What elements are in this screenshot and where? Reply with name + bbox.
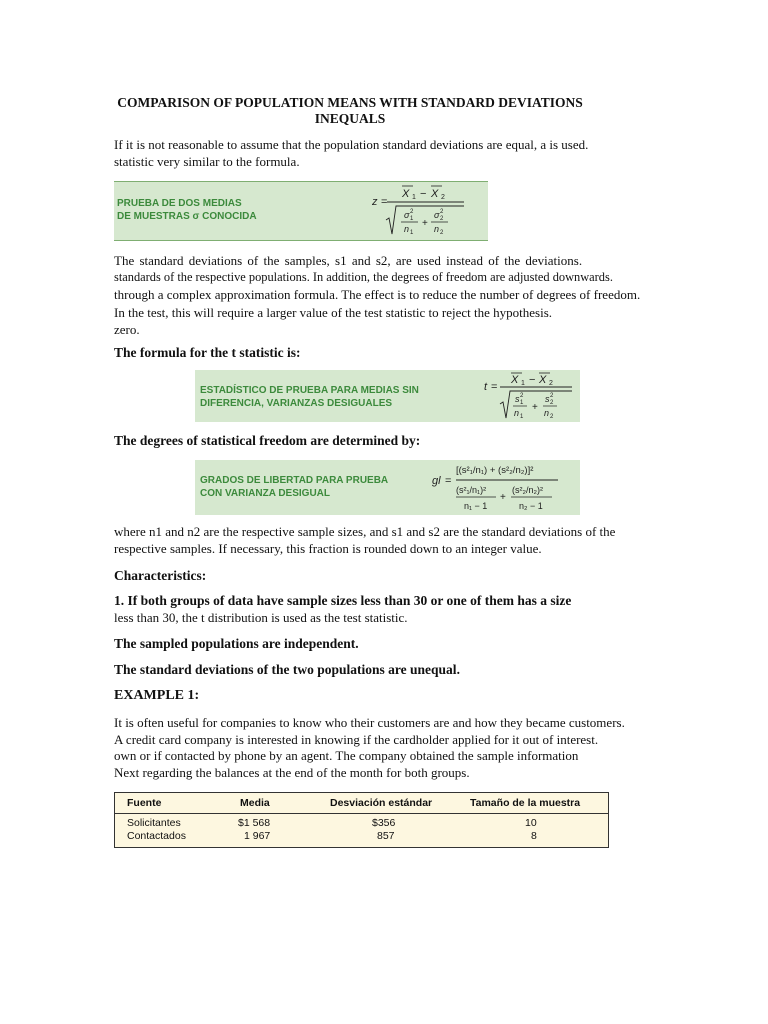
table-header-tamano: Tamaño de la muestra [470,797,581,809]
t-formula-equals: = [491,381,498,393]
svg-text:−: − [529,374,536,386]
svg-text:1: 1 [410,216,414,222]
box1-label-line-2: DE MUESTRAS σ CONOCIDA [117,211,257,222]
example-line-3: own or if contacted by phone by an agent. The company obtained the sample information [114,748,579,763]
gl-formula-equals: = [445,475,452,487]
svg-text:2: 2 [550,400,554,406]
row2-fuente: Contactados [127,830,186,842]
z-formula [364,182,484,240]
svg-text:1: 1 [410,230,414,236]
svg-text:2: 2 [520,393,524,399]
para3-line-1: where n1 and n2 are the respective sample sizes, and s1 and s2 are the standard deviations of the [114,524,616,539]
svg-text:[(s²₁/n₁) + (s²₂/n₂)]²: [(s²₁/n₁) + (s²₂/n₂)]² [456,465,534,476]
box2-label-line-1: ESTADÍSTICO DE PRUEBA PARA MEDIAS SIN [200,385,419,396]
table-header-row [115,793,608,814]
svg-text:X: X [431,188,439,200]
balances-table [114,792,609,848]
example-line-1: It is often useful for companies to know who their customers are and how they became customers. [114,715,625,730]
svg-text:+: + [532,402,538,413]
svg-text:2: 2 [440,230,444,236]
row1-fuente: Solicitantes [127,817,181,829]
svg-text:n: n [514,408,520,418]
svg-text:n₂ − 1: n₂ − 1 [519,501,543,511]
formula-box-t-label [200,384,419,410]
row1-desviacion: $356 [372,817,396,829]
svg-text:X: X [511,374,519,386]
example-line-2: A credit card company is interested in knowing if the cardholder applied for it out of interest. [114,731,599,747]
formula-box-gl-label [200,474,388,500]
t-statistic-heading: The formula for the t statistic is: [114,345,301,360]
characteristics-heading: Characteristics: [114,568,207,583]
svg-text:1: 1 [520,414,524,420]
svg-text:s: s [515,394,520,404]
svg-text:n: n [404,224,410,234]
para2-line-4: In the test, this will require a larger value of the test statistic to reject the hypothesis. [114,304,553,320]
svg-text:2: 2 [441,194,445,201]
deviations-paragraph [114,252,674,338]
svg-text:+: + [500,492,506,503]
svg-text:n: n [544,408,550,418]
svg-text:1: 1 [520,400,524,406]
formula-box-z [114,181,488,241]
para2-line-2: standards of the respective populations. In addition, the degrees of freedom are adjusted downwards. [114,270,613,285]
char1-bold-line: 1. If both groups of data have sample sizes less than 30 or one of them has a size [114,593,572,608]
intro-line-1: If it is not reasonable to assume that the population standard deviations are equal, a is used. [114,137,589,152]
degrees-of-freedom-heading: The degrees of statistical freedom are determined by: [114,433,421,448]
svg-text:2: 2 [410,209,414,215]
gl-formula [430,460,580,515]
table-header-media: Media [240,797,270,809]
box3-label-line-2: CON VARIANZA DESIGUAL [200,488,330,499]
example-paragraph [114,715,674,781]
box2-label-line-2: DIFERENCIA, VARIANZAS DESIGUALES [200,398,393,409]
formula-box-t [195,370,580,422]
svg-text:2: 2 [550,393,554,399]
row2-tamano: 8 [531,830,537,842]
table-header-fuente: Fuente [127,797,162,809]
formula-box-z-label [117,197,257,223]
para2-line-5: zero. [114,321,140,337]
svg-text:X: X [539,374,547,386]
box3-label-line-1: GRADOS DE LIBERTAD PARA PRUEBA [200,475,389,486]
svg-text:+: + [422,218,428,229]
svg-text:−: − [420,188,427,200]
row2-media: 1 967 [244,830,271,842]
svg-text:2: 2 [440,209,444,215]
svg-text:n₁ − 1: n₁ − 1 [464,501,488,511]
svg-text:2: 2 [440,216,444,222]
title-line-2: INEQUALS [314,111,386,126]
row1-tamano: 10 [525,817,537,829]
title-line-1: COMPARISON OF POPULATION MEANS WITH STANDARD DEVIATIONS [117,95,583,110]
intro-line-2: statistic very similar to the formula. [114,153,300,169]
svg-text:2: 2 [550,414,554,420]
formula-box-gl [195,460,580,515]
example-heading: EXAMPLE 1: [114,688,200,703]
svg-text:n: n [434,224,440,234]
row1-media: $1 568 [238,817,271,829]
svg-text:1: 1 [521,380,525,387]
sample-sizes-paragraph [114,524,674,557]
intro-paragraph [114,137,674,170]
para2-line-3: through a complex approximation formula. The effect is to reduce the number of degrees of freedom. [114,287,641,303]
row2-desviacion: 857 [377,830,395,842]
para2-line-1: The standard deviations of the samples, s1 and s2, are used instead of the deviations. [114,253,583,268]
z-formula-var: z [372,196,378,208]
example-line-4: Next regarding the balances at the end of the month for both groups. [114,764,470,780]
char1-normal-line: less than 30, the t distribution is used as the test statistic. [114,609,408,625]
z-formula-equals: = [381,196,388,208]
box1-label-line-1: PRUEBA DE DOS MEDIAS [117,198,242,209]
page-title [100,95,600,127]
table-header-desviacion: Desviación estándar [330,797,433,809]
svg-text:(s²₂/n₂)²: (s²₂/n₂)² [512,485,543,495]
svg-text:X: X [402,188,410,200]
characteristic-1 [114,593,674,626]
svg-text:(s²₁/n₁)²: (s²₁/n₁)² [456,485,487,495]
svg-text:s: s [545,394,550,404]
svg-text:σ: σ [434,210,440,220]
gl-formula-var: gl [432,475,441,487]
t-formula [480,370,580,422]
para3-line-2: respective samples. If necessary, this fraction is rounded down to an integer value. [114,540,542,556]
svg-text:1: 1 [412,194,416,201]
t-formula-var: t [484,381,488,393]
characteristic-3: The standard deviations of the two populations are unequal. [114,662,460,677]
characteristic-2: The sampled populations are independent. [114,636,359,651]
svg-text:2: 2 [549,380,553,387]
svg-text:σ: σ [404,210,410,220]
